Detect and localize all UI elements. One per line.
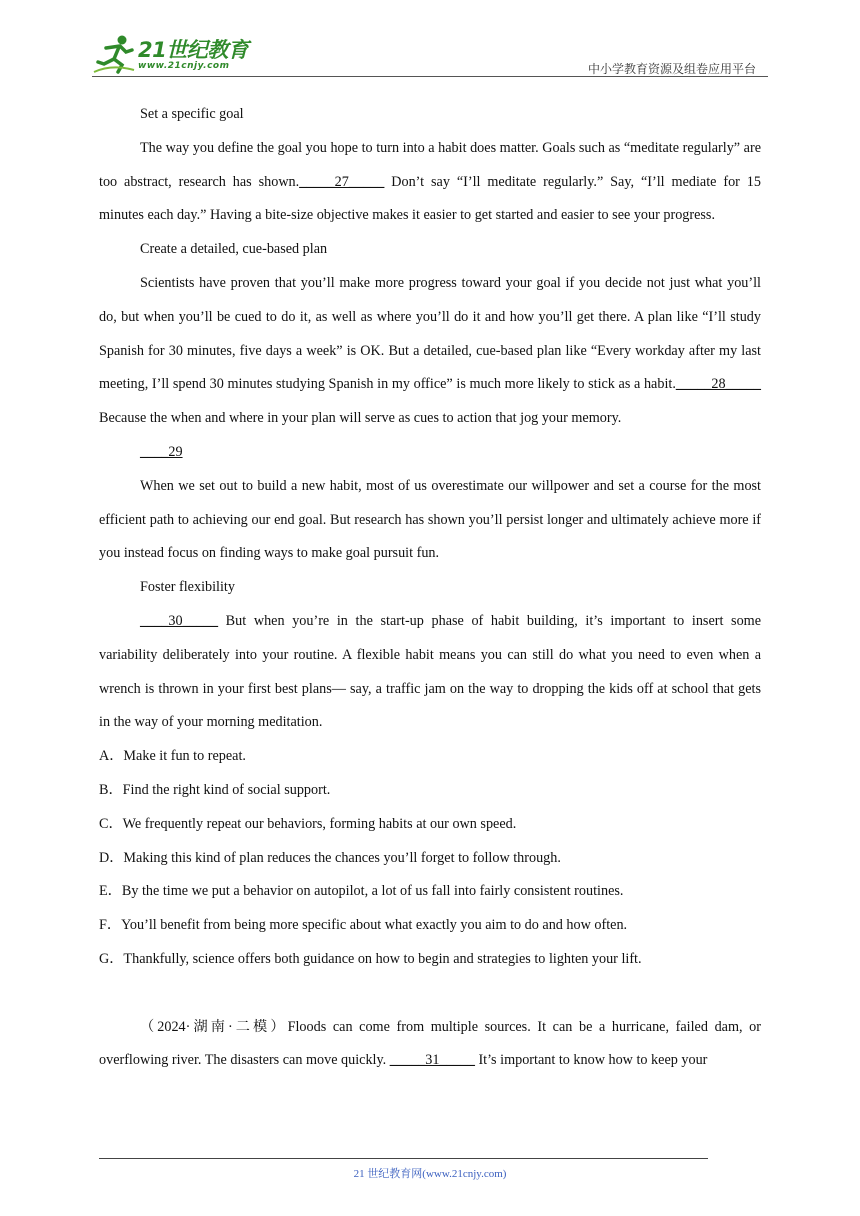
- page-header: [92, 30, 768, 78]
- paragraph-text: Don’t say “I’ll meditate regularly.” Say, “I’ll mediate for 15 minutes each day.” Having a bite-size objective makes it easier to get started and easier to see your progress.: [99, 173, 761, 224]
- blank-30[interactable]: ____30_____: [140, 612, 219, 629]
- header-divider: [92, 76, 768, 77]
- document-body: [99, 98, 761, 1078]
- option-d: D．Making this kind of plan reduces the chances you’ll forget to follow through.: [99, 849, 561, 866]
- footer-divider: [99, 1158, 708, 1159]
- runner-logo-icon: [92, 34, 136, 74]
- option-f: F．You’ll benefit from being more specific about what exactly you aim to do and how often.: [99, 917, 628, 934]
- paragraph-willpower: When we set out to build a new habit, most of us overestimate our willpower and set a course for the most efficient path to achieving our end goal. But research has shown you’ll persist longer and ultimately achieve more if you instead focus on finding ways to make goal pursuit fun.: [99, 477, 761, 562]
- paragraph-text: But when you’re in the start-up phase of habit building, it’s important to insert some variability deliberately into your routine. A flexible habit means you can still do what you need to even when a wrench is thrown in your first best plans— say, a traffic jam on the way to dropping the kids off at school that gets in the way of your morning meditation.: [99, 612, 761, 731]
- site-logo[interactable]: [92, 34, 262, 78]
- section-spacer: [99, 977, 761, 1011]
- paragraph-text: Scientists have proven that you’ll make more progress toward your goal if you decide not just what you’ll do, but when you’ll be cued to do it, as well as where you’ll do it and how you’ll get there. A plan like “I’ll study Spanish for 30 minutes, five days a week” is OK. But a detailed, cue-based plan like “Every workday after my last meeting, I’ll spend 30 minutes studying Spanish in my office” is much more likely to stick as a habit.: [99, 274, 761, 393]
- option-a: A．Make it fun to repeat.: [99, 748, 246, 765]
- blank-31[interactable]: _____31_____: [389, 1052, 475, 1069]
- paragraph-text: The way you define the goal you hope to turn into a habit does matter. Goals such as “meditate regularly” are too abstract, research has shown.: [99, 139, 761, 190]
- section-heading-specific-goal: Set a specific goal: [140, 106, 244, 122]
- blank-27[interactable]: _____27_____: [299, 173, 385, 190]
- option-c: C．We frequently repeat our behaviors, forming habits at our own speed.: [99, 815, 517, 832]
- logo-text: 21世纪教育: [138, 38, 249, 62]
- next-passage-intro: [99, 1011, 761, 1079]
- logo-url: www.21cnjy.com: [138, 61, 230, 71]
- paragraph-text: Floods can come from multiple sources. It can be a hurricane, failed dam, or overflowing river. The disasters can move quickly.: [99, 1018, 761, 1069]
- option-g: G．Thankfully, science offers both guidance on how to begin and strategies to lighten your lift.: [99, 950, 642, 967]
- paragraph-specific-goal: [99, 132, 761, 233]
- section-heading-flexibility: Foster flexibility: [140, 579, 235, 596]
- blank-29-heading: [99, 436, 761, 470]
- header-platform-title: 中小学教育资源及组卷应用平台: [587, 62, 756, 76]
- blank-28[interactable]: _____28_____: [675, 376, 761, 393]
- section-heading-cue-plan: Create a detailed, cue-based plan: [140, 241, 328, 258]
- paragraph-text: Because the when and where in your plan will serve as cues to action that jog your memory.: [99, 410, 622, 427]
- footer-link[interactable]: 21 世纪教育网(www.21cnjy.com): [353, 1168, 507, 1180]
- option-b: B．Find the right kind of social support.: [99, 781, 331, 798]
- paragraph-text: It’s important to know how to keep your: [474, 1052, 708, 1069]
- source-tag: （2024·湖南·二模）: [140, 1018, 288, 1035]
- blank-29[interactable]: ____29: [140, 443, 183, 460]
- paragraph-flexibility: [99, 605, 761, 740]
- option-e: E．By the time we put a behavior on autopilot, a lot of us fall into fairly consistent routines.: [99, 883, 624, 900]
- paragraph-cue-plan: [99, 267, 761, 436]
